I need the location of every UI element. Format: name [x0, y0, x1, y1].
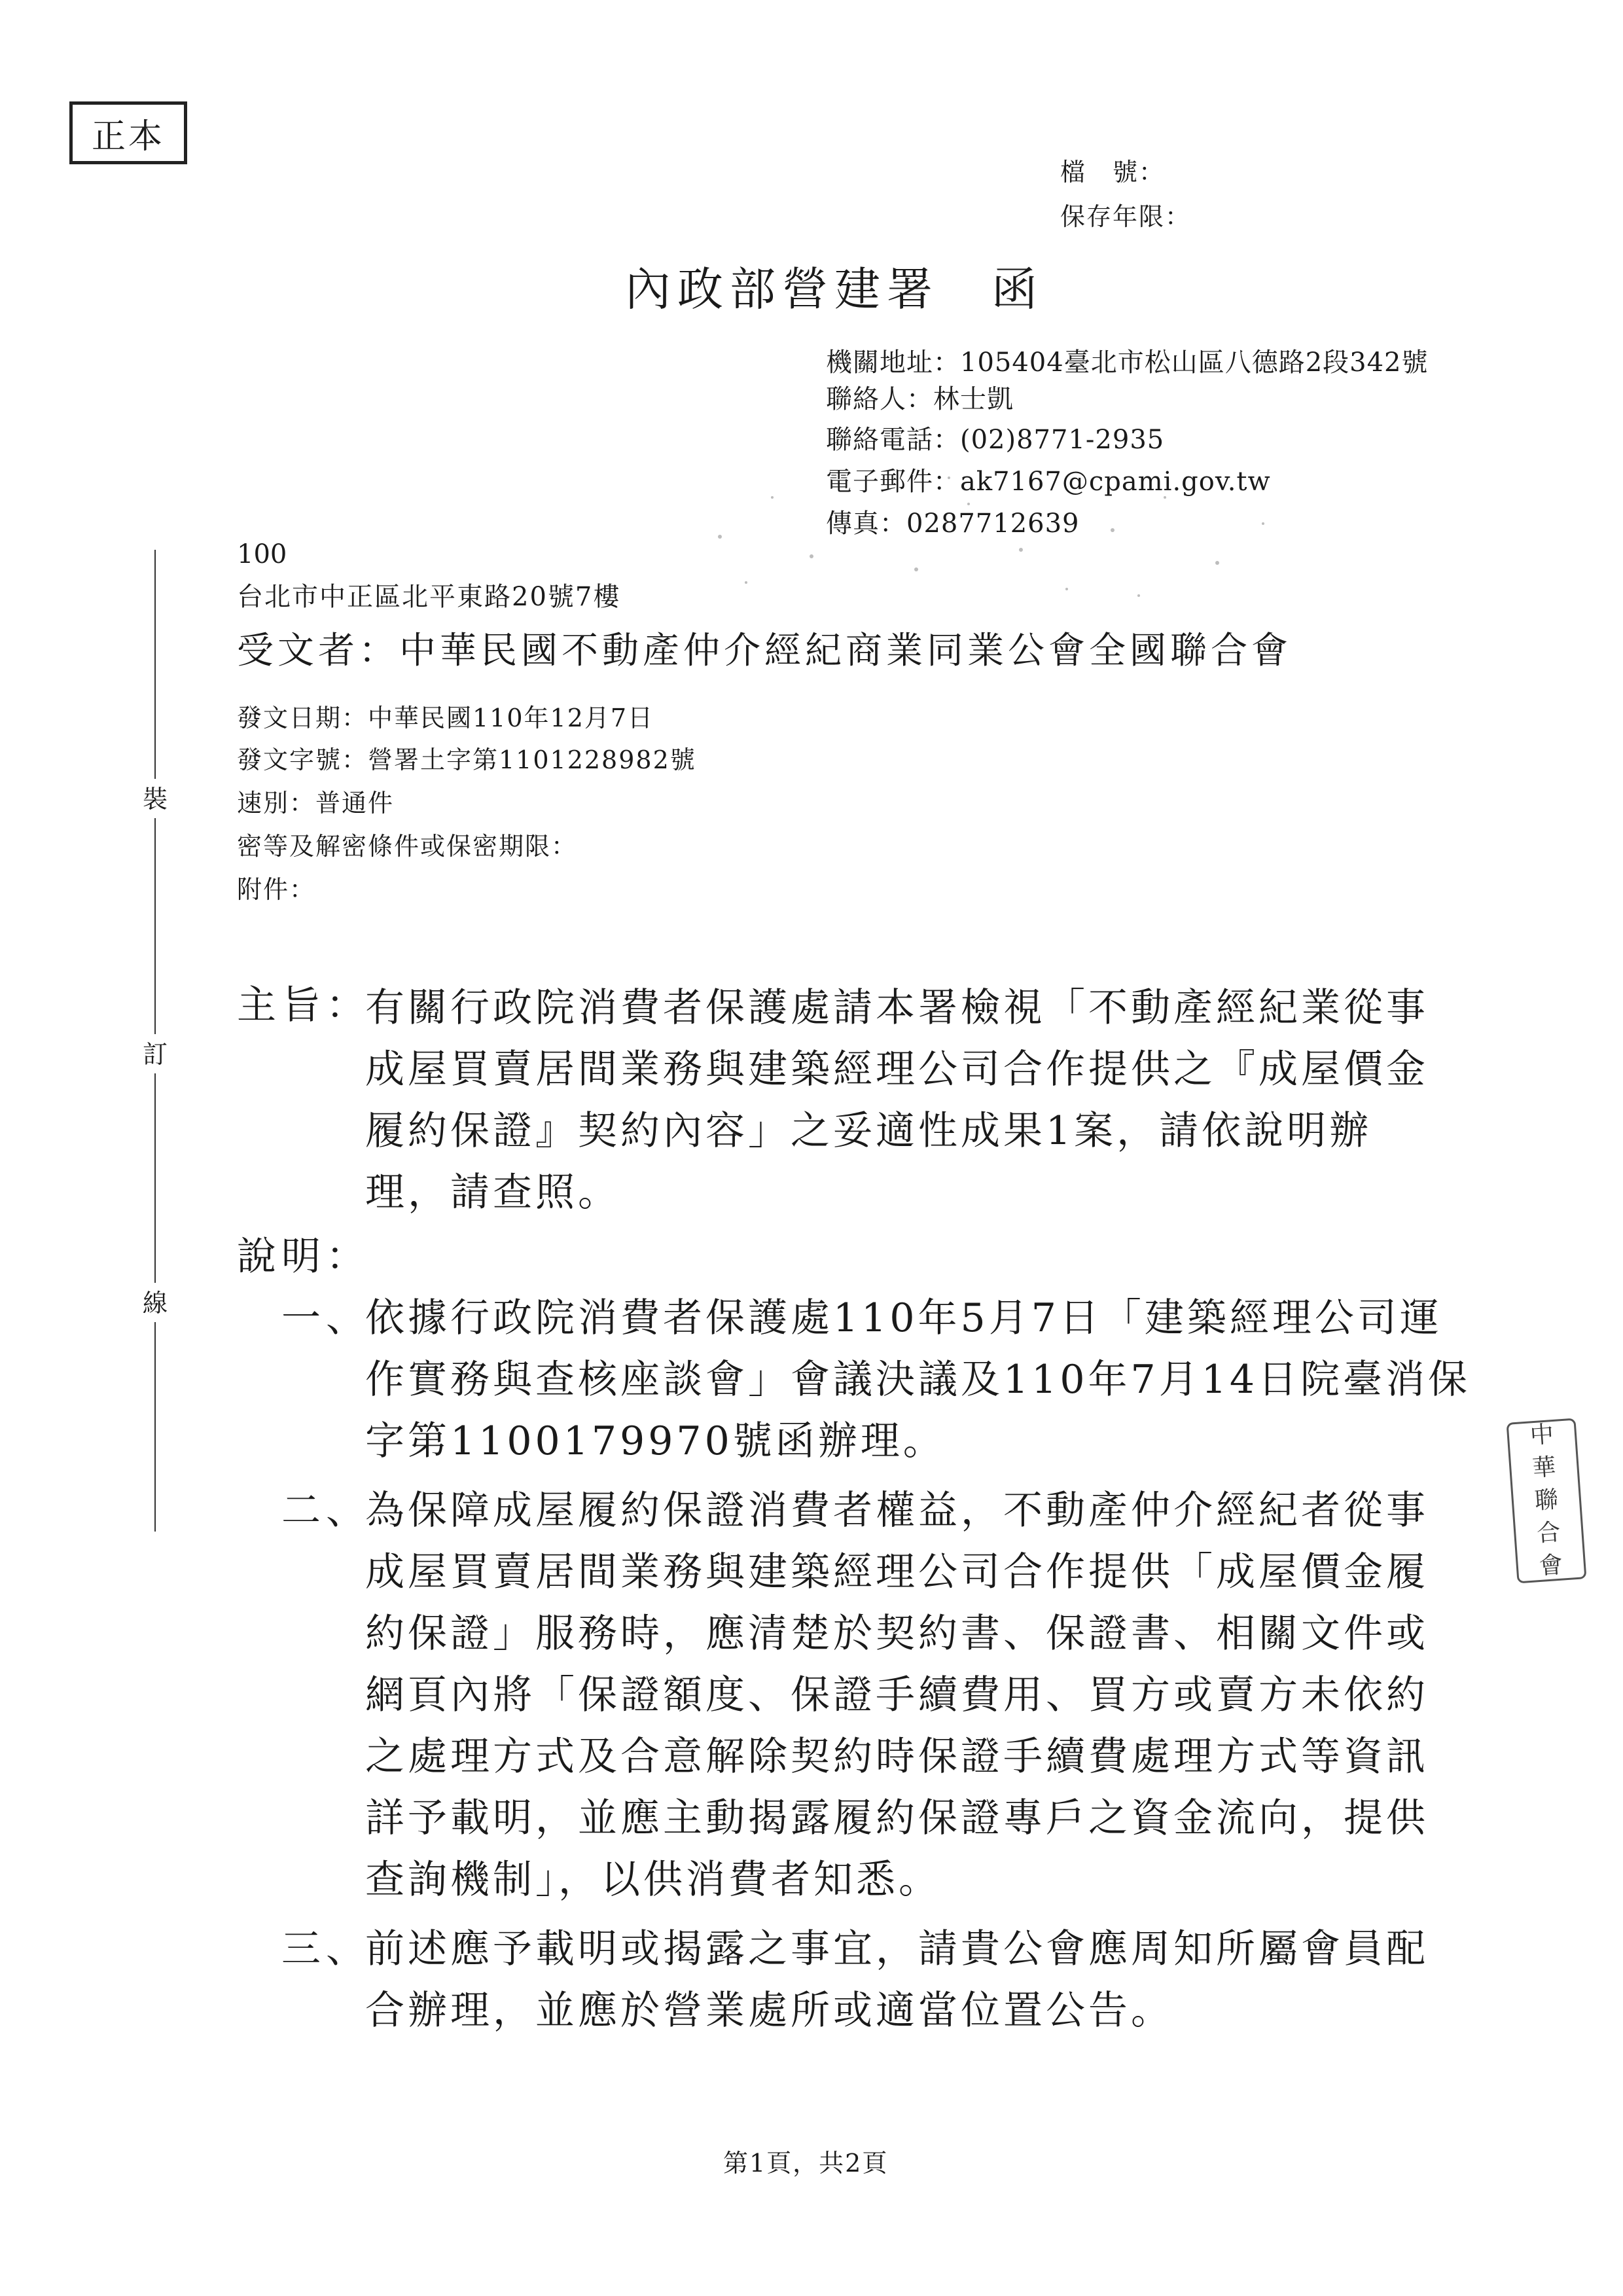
item-line: 查詢機制」，以供消費者知悉。	[365, 1857, 941, 1903]
item-line: 詳予載明，並應主動揭露履約保證專戶之資金流向，提供	[365, 1795, 1429, 1841]
seal-char: 華	[1531, 1453, 1557, 1482]
explanation-label: 說明：	[237, 1234, 370, 1280]
binding-line-segment	[154, 1073, 156, 1283]
subject-line: 成屋買賣居間業務與建築經理公司合作提供之『成屋價金	[365, 1047, 1429, 1092]
binding-line-segment	[154, 818, 156, 1034]
postal-code: 100	[237, 539, 287, 569]
seal-char: 會	[1538, 1551, 1564, 1580]
document-number: 發文字號：營署土字第1101228982號	[237, 745, 696, 774]
seal-char: 聯	[1533, 1486, 1560, 1515]
binding-char: 裝	[143, 785, 168, 814]
binding-line-segment	[154, 1322, 156, 1532]
subject-line: 理，請查照。	[365, 1170, 620, 1215]
binding-line-segment	[154, 550, 156, 779]
contact-fax: 傳真：0287712639	[826, 509, 1080, 539]
file-number-label: 檔 號：	[1060, 158, 1166, 187]
item-line: 前述應予載明或揭露之事宜，請貴公會應周知所屬會員配	[365, 1926, 1429, 1972]
seal-char: 合	[1536, 1518, 1561, 1548]
item-line: 網頁內將「保證額度、保證手續費用、買方或賣方未依約	[365, 1672, 1429, 1718]
contact-phone: 聯絡電話：(02)8771-2935	[826, 425, 1165, 455]
item-number: 二、	[281, 1488, 370, 1534]
item-line: 為保障成屋履約保證消費者權益，不動產仲介經紀者從事	[365, 1488, 1429, 1534]
subject-line: 有關行政院消費者保護處請本署檢視「不動產經紀業從事	[365, 985, 1429, 1031]
item-line: 作實務與查核座談會」會議決議及110年7月14日院臺消保	[365, 1357, 1471, 1403]
recipient-address: 台北市中正區北平東路20號7樓	[237, 582, 621, 612]
secrecy-level: 密等及解密條件或保密期限：	[237, 832, 578, 861]
item-number: 一、	[281, 1295, 370, 1341]
seal-char: 中	[1529, 1421, 1555, 1450]
page-number: 第1頁，共2頁	[723, 2149, 889, 2178]
subject-label: 主旨：	[237, 982, 370, 1028]
item-number: 三、	[281, 1926, 370, 1972]
recipient-name: 受文者：中華民國不動產仲介經紀商業同業公會全國聯合會	[237, 630, 1292, 672]
delivery-speed: 速別：普通件	[237, 789, 395, 817]
item-line: 依據行政院消費者保護處110年5月7日「建築經理公司運	[365, 1295, 1442, 1341]
retention-label: 保存年限：	[1060, 202, 1192, 231]
item-line: 合辦理，並應於營業處所或適當位置公告。	[365, 1988, 1173, 2034]
agency-address: 機關地址：105404臺北市松山區八德路2段342號	[826, 348, 1429, 378]
document-title: 內政部營建署 函	[625, 262, 1044, 316]
item-line: 之處理方式及合意解除契約時保證手續費處理方式等資訊	[365, 1734, 1429, 1780]
subject-line: 履約保證』契約內容」之妥適性成果1案，請依說明辦	[365, 1108, 1372, 1154]
copy-label: 正本	[91, 117, 165, 156]
copy-stamp	[69, 101, 187, 164]
item-line: 約保證」服務時，應清楚於契約書、保證書、相關文件或	[365, 1611, 1429, 1657]
issue-date: 發文日期：中華民國110年12月7日	[237, 704, 654, 732]
received-seal	[1507, 1418, 1587, 1584]
binding-char: 線	[143, 1289, 168, 1318]
item-line: 字第1100179970號函辦理。	[365, 1418, 946, 1464]
contact-person: 聯絡人：林士凱	[826, 384, 1014, 414]
binding-char: 訂	[143, 1040, 168, 1069]
attachment: 附件：	[237, 875, 316, 904]
contact-email: 電子郵件：ak7167@cpami.gov.tw	[826, 467, 1271, 497]
item-line: 成屋買賣居間業務與建築經理公司合作提供「成屋價金履	[365, 1549, 1429, 1595]
